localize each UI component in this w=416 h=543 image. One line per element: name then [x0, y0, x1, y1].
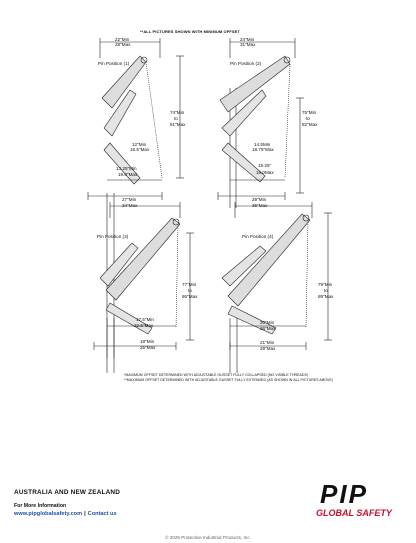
panel-4-height-min: 79"Min	[318, 282, 333, 287]
offset-note-max: **MAXIMUM OFFSET DETERMINED WITH ADJUSTABLE GUSSET FULLY EXTENDED (AS SHOWN IN ALL PICTURES ABOVE)	[124, 378, 334, 382]
panel-3-pin-label: Pin Position (3)	[97, 234, 129, 239]
panel-2-height-min: 75"Min	[302, 110, 317, 115]
footer-links	[14, 511, 117, 517]
davit-drawing-pin-4	[222, 202, 332, 373]
davit-configuration-figure	[80, 28, 336, 388]
copyright-text: © 2025 Protective Industrial Products, Inc.	[165, 535, 251, 540]
panel-3-height-min: 77"Min	[182, 282, 197, 287]
panel-3-offset-max: 22.5"Max	[134, 323, 154, 328]
panel-1-height-max: 81"Max	[170, 122, 186, 127]
panel-4-top-dim-min: 29"Min	[252, 197, 267, 202]
panel-4-offset-min: 20"Min	[260, 320, 275, 325]
panel-1-top-dim-max: 28"Max	[115, 42, 131, 47]
panel-4-pin-label: Pin Position (4)	[242, 234, 274, 239]
panel-1-base-min: 13.25"Min	[116, 166, 137, 171]
panel-2-top-dim-max: 31"Max	[240, 42, 256, 47]
website-link[interactable]: www.pipglobalsafety.com	[14, 511, 83, 517]
panel-4-offset-max: 26"Max	[260, 326, 276, 331]
panel-2-offset-max: 18.75"Max	[252, 147, 274, 152]
offset-note-min: *MAXIMUM OFFSET DETERMINED WITH ADJUSTABLE GUSSET FULLY COLLAPSED (NO VISIBLE THREADS)	[124, 373, 309, 377]
panel-2-offset-min: 14.5Min	[254, 142, 271, 147]
panel-2-height-to: to	[306, 116, 310, 121]
panel-2-base-max: 19.0Max	[256, 170, 274, 175]
panel-4-top-dim-max: 36"Max	[252, 203, 268, 208]
panel-3-height-to: to	[188, 288, 192, 293]
region-title: AUSTRALIA AND NEW ZEALAND	[14, 489, 121, 496]
figure-caption: **ALL PICTURES SHOWN WITH MINIMUM OFFSET	[140, 29, 240, 34]
panel-4-base-min: 21"Min	[260, 340, 275, 345]
panel-2-pin-label: Pin Position (2)	[230, 61, 262, 66]
logo-tagline: GLOBAL SAFETY	[316, 508, 392, 518]
panel-2-base-min: 15.25"	[258, 163, 272, 168]
panel-1-offset-min: 12"Min	[132, 142, 147, 147]
logo-wordmark: PIP	[320, 479, 368, 509]
panel-1-top-dim-min: 22"Min	[115, 37, 130, 42]
link-separator: |	[84, 511, 86, 517]
panel-3-base-max: 25"Max	[140, 345, 156, 350]
panel-1-pin-label: Pin Position (1)	[98, 61, 130, 66]
panel-3-top-dim-min: 27"Min	[122, 197, 137, 202]
more-info-label: For More Information	[14, 503, 67, 509]
panel-1-height-min: 74"Min	[170, 110, 185, 115]
panel-3-offset-min: 17.5"Min	[136, 317, 154, 322]
davit-drawings	[80, 28, 336, 388]
panel-3-base-min: 18"Min	[140, 339, 155, 344]
panel-1-base-max: 19.0"Max	[118, 172, 138, 177]
panel-2-top-dim-min: 24"Min	[240, 37, 255, 42]
pip-global-safety-logo	[316, 479, 412, 518]
panel-3-height-max: 86"Max	[182, 294, 198, 299]
panel-1-offset-max: 16.5"Max	[130, 147, 150, 152]
panel-3-top-dim-max: 34"Max	[122, 203, 138, 208]
panel-4-base-max: 29"Max	[260, 346, 276, 351]
panel-4-height-to: to	[324, 288, 328, 293]
panel-4-height-max: 89"Max	[318, 294, 334, 299]
panel-1-height-to: to	[174, 116, 178, 121]
panel-2-height-max: 82"Max	[302, 122, 318, 127]
contact-us-link[interactable]: Contact us	[87, 511, 117, 517]
